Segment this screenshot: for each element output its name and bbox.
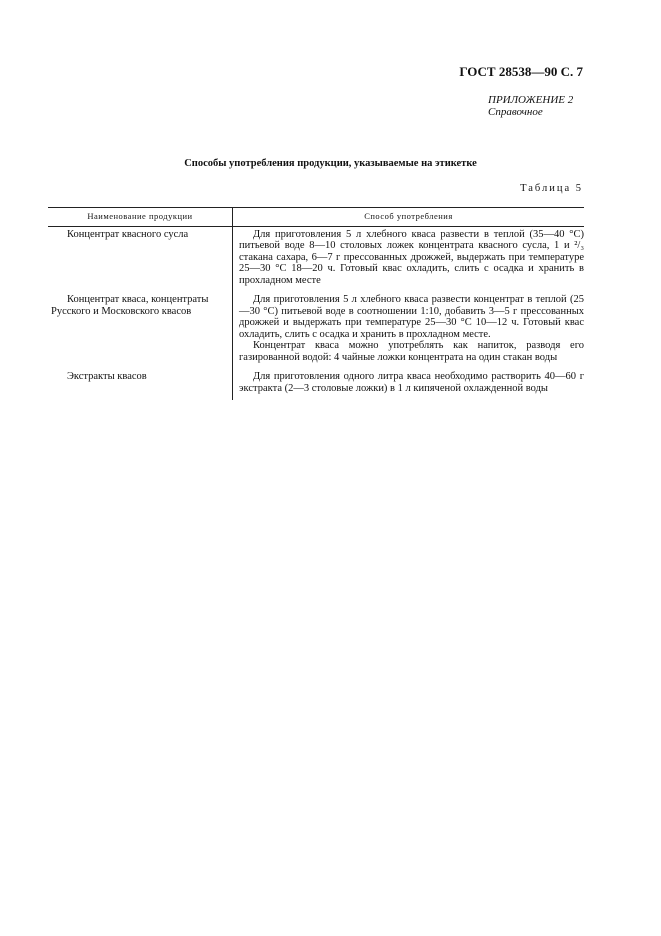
appendix-label: [488, 94, 573, 118]
table-label: Таблица 5: [520, 183, 583, 194]
table-row: [48, 226, 584, 292]
product-cell: [48, 292, 233, 369]
section-title: Способы употребления продукции, указываемые на этикетке: [184, 158, 477, 169]
table-row: [48, 369, 584, 400]
appendix-number: ПРИЛОЖЕНИЕ 2: [488, 94, 574, 106]
product-cell: [48, 226, 233, 292]
header-product: Наименование продукции: [48, 208, 233, 227]
product-name: Экстракты квасов: [67, 371, 147, 382]
document-header: ГОСТ 28538—90 С. 7: [459, 64, 583, 79]
appendix-type: Справочное: [488, 106, 543, 118]
usage-text: Для приготовления 5 л хлебного кваса развести в теплой (35—40 °С) питьевой воде 8—10 столовых ложек концентрата квасного сусла, 1 и ²/₃ стакана сахара, 6—7 г прессованных дрожжей, выдержать при температуре 25—30 °С 18—20 ч. Готовый квас охладить, слить с осадка и хранить в прохладном месте: [239, 228, 584, 286]
table-row: [48, 292, 584, 369]
usage-text: Для приготовления 5 л хлебного кваса развести концентрат в теплой (25—30 °С) питьевой воде в соотношении 1:10, добавить 3—5 г прессованных дрожжей и выдержать при температуре 25—30 °С 10—12 ч. Готовый квас охладить, слить с осадка и хранить в прохладном месте.: [239, 294, 584, 340]
usage-table: [48, 207, 584, 400]
usage-text: Концентрат кваса можно употреблять как напиток, разводя его газированной водой: 4 чайные ложки концентрата на один стакан воды: [239, 340, 584, 363]
product-name: Концентрат квасного сусла: [67, 228, 189, 240]
usage-cell: [233, 226, 585, 292]
product-cell: [48, 369, 233, 400]
usage-cell: [233, 292, 585, 369]
usage-cell: [233, 369, 585, 400]
product-name: Концентрат кваса, концентраты Русского и Московского квасов: [51, 294, 209, 317]
usage-text: Для приготовления одного литра кваса необходимо растворить 40—60 г экстракта (2—3 столовые ложки) в 1 л кипяченой охлажденной воды: [239, 371, 584, 394]
header-usage: Способ употребления: [233, 208, 585, 227]
table-header-row: [48, 208, 584, 227]
